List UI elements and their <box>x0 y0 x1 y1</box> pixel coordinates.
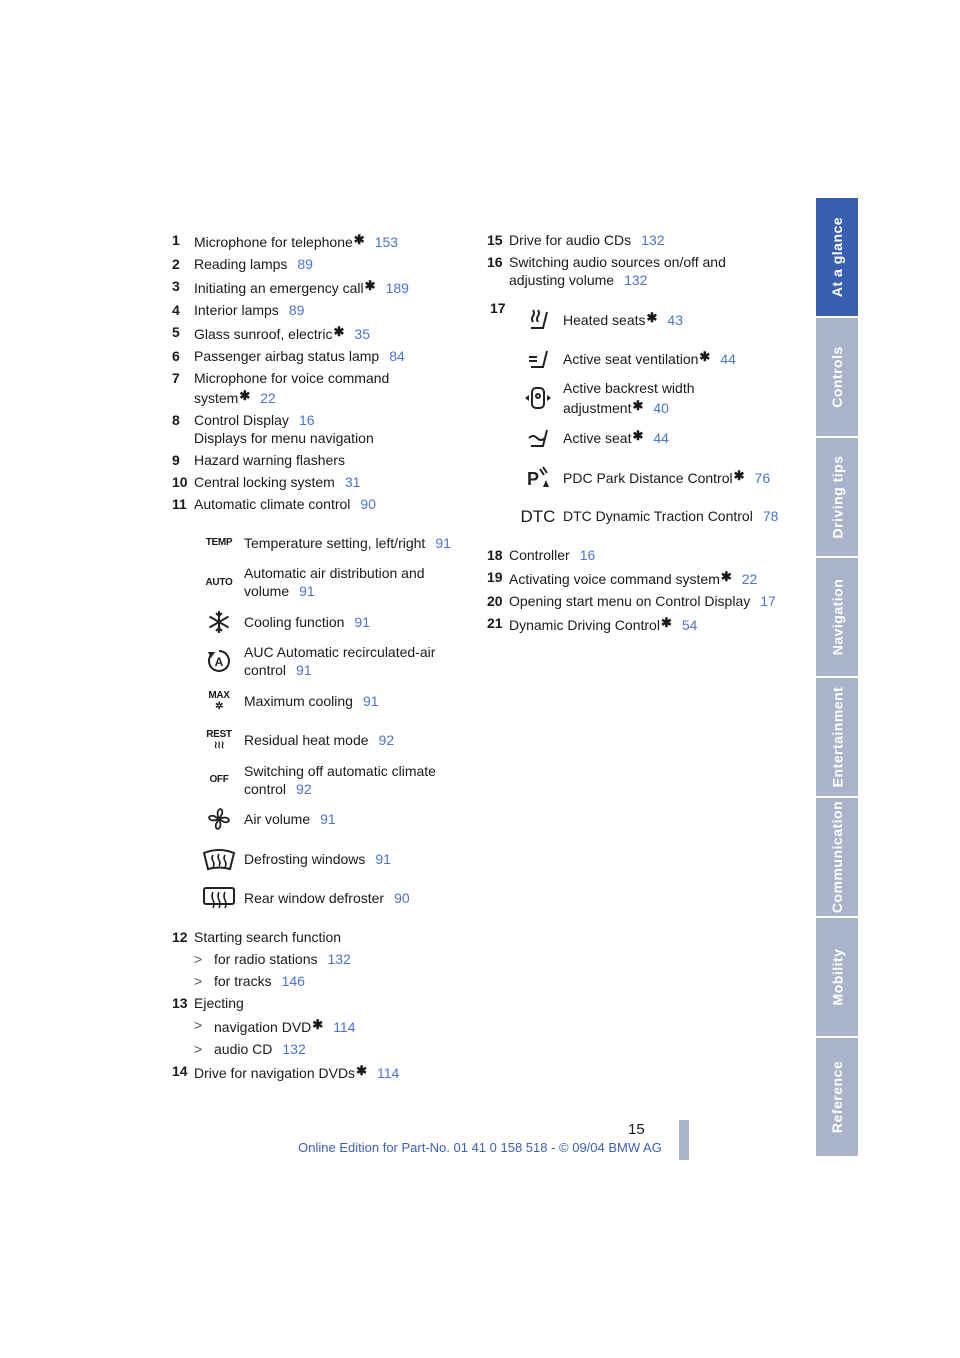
tab-navigation[interactable] <box>816 558 858 676</box>
icon-label: Rear window defroster <box>244 890 385 907</box>
sub-item-text: for radio stations <box>214 951 318 967</box>
page-link[interactable]: 76 <box>754 469 771 486</box>
item-text: Drive for audio CDs <box>509 232 632 248</box>
list-item <box>172 369 462 407</box>
list-item <box>172 451 462 469</box>
tab-driving-tips[interactable] <box>816 438 858 556</box>
icon-row <box>194 800 462 840</box>
page-link[interactable]: 90 <box>394 890 410 907</box>
icon-label: Active seat ventilation <box>563 351 699 368</box>
option-star-icon: ✱ <box>632 428 644 444</box>
icon-label: Active seat <box>563 430 632 447</box>
list-item <box>172 473 462 491</box>
item-text: Dynamic Driving Control <box>509 617 660 633</box>
page-link[interactable]: 114 <box>376 1065 400 1081</box>
item-number: 11 <box>172 496 187 512</box>
page-link[interactable]: 84 <box>389 348 405 364</box>
icon-row <box>194 721 462 761</box>
list-item <box>172 411 462 447</box>
page-link[interactable]: 91 <box>362 692 379 709</box>
item-number: 9 <box>172 452 180 468</box>
list-item <box>172 928 462 946</box>
icon-row <box>513 497 787 537</box>
tab-mobility[interactable] <box>816 918 858 1036</box>
icon-row <box>513 457 787 497</box>
icon-label: Automatic air distribution and volume <box>244 565 425 600</box>
page-link[interactable]: 132 <box>641 232 665 248</box>
item-number: 10 <box>172 474 188 490</box>
page-number: 15 <box>628 1121 645 1138</box>
seat-ventilation-icon <box>513 345 563 371</box>
page-link[interactable]: 92 <box>296 780 312 797</box>
page-link[interactable]: 78 <box>762 508 779 525</box>
windshield-defrost-icon <box>194 847 244 871</box>
list-item <box>172 231 462 251</box>
list-item <box>172 277 462 297</box>
option-star-icon: ✱ <box>353 232 365 247</box>
item-number: 4 <box>172 302 180 318</box>
bullet-arrow-icon: > <box>194 951 203 967</box>
option-star-icon: ✱ <box>364 278 376 293</box>
icon-row <box>194 760 462 800</box>
icon-label: Heated seats <box>563 311 646 328</box>
item-text: Passenger airbag status lamp <box>194 348 380 364</box>
seat-icon-table <box>487 299 787 536</box>
icon-row <box>194 642 462 682</box>
item-text: Microphone for telephone <box>194 234 353 250</box>
option-star-icon: ✱ <box>699 349 711 365</box>
temp-text-icon: TEMP <box>205 537 233 549</box>
item-number: 3 <box>172 278 180 294</box>
icon-label: AUC Automatic recirculated-air control <box>244 644 436 679</box>
tab-label: Driving tips <box>829 455 846 539</box>
page-link[interactable]: 91 <box>296 662 312 679</box>
page-link[interactable]: 132 <box>624 272 648 288</box>
icon-row <box>194 563 462 603</box>
tab-controls[interactable] <box>816 318 858 436</box>
auto-text-icon: AUTO <box>205 576 233 588</box>
list-item <box>487 614 787 634</box>
page-link[interactable]: 114 <box>333 1019 356 1035</box>
option-star-icon: ✱ <box>660 615 672 630</box>
list-item <box>172 323 462 343</box>
tab-label: Controls <box>829 346 845 408</box>
pdc-icon <box>513 463 563 491</box>
page-link[interactable]: 91 <box>354 613 370 630</box>
bullet-arrow-icon: > <box>194 973 203 989</box>
item-number: 18 <box>487 547 503 563</box>
list-item <box>487 568 787 588</box>
sub-item-text: for tracks <box>214 973 272 989</box>
icon-label: Cooling function <box>244 613 345 630</box>
sub-item <box>194 1016 462 1036</box>
page-link[interactable]: 16 <box>298 412 315 428</box>
option-star-icon: ✱ <box>333 324 345 339</box>
icon-row <box>513 418 787 458</box>
tab-reference[interactable] <box>816 1038 858 1156</box>
list-item <box>172 301 462 319</box>
option-star-icon: ✱ <box>720 569 732 584</box>
bullet-arrow-icon: > <box>194 1041 203 1057</box>
item-subtext: Displays for menu navigation <box>194 430 374 446</box>
tab-label: Mobility <box>829 948 846 1006</box>
item-number: 5 <box>172 324 180 340</box>
item-number: 8 <box>172 412 180 428</box>
item-text: Opening start menu on Control Display <box>509 593 751 609</box>
page-link[interactable]: 54 <box>681 617 698 633</box>
icon-label: DTC Dynamic Traction Control <box>563 508 753 525</box>
icon-label: Residual heat mode <box>244 732 369 749</box>
icon-label: Active backrest width adjustment <box>563 379 695 416</box>
max-cooling-icon: MAX ✲ <box>208 689 230 712</box>
left-column <box>172 231 462 1086</box>
tab-label: Communication <box>829 800 845 914</box>
list-item <box>172 255 462 273</box>
climate-icon-table <box>194 523 462 918</box>
list-item <box>487 592 787 610</box>
item-text: Drive for navigation DVDs <box>194 1065 356 1081</box>
off-text-icon: OFF <box>209 774 229 786</box>
option-star-icon: ✱ <box>312 1017 324 1032</box>
tab-label: Entertainment <box>829 686 845 788</box>
sub-item <box>194 950 462 968</box>
item-text: Interior lamps <box>194 302 279 318</box>
list-item <box>172 347 462 365</box>
icon-label: Maximum cooling <box>244 692 353 709</box>
icon-row <box>513 378 787 418</box>
svg-text:P: P <box>527 468 540 489</box>
icon-row <box>194 839 462 879</box>
page-link[interactable]: 43 <box>667 311 683 328</box>
footer-text: Online Edition for Part-No. 01 41 0 158 518 - © 09/04 BMW AG <box>298 1140 662 1155</box>
page-link[interactable]: 91 <box>435 534 451 551</box>
tab-label: Navigation <box>829 578 846 656</box>
option-star-icon: ✱ <box>646 309 658 325</box>
item-number: 13 <box>172 995 188 1011</box>
icon-row <box>194 523 462 563</box>
item-text: Reading lamps <box>194 256 288 272</box>
page-link[interactable]: 189 <box>385 280 409 296</box>
page-link[interactable]: 22 <box>260 390 276 406</box>
page-link[interactable]: 91 <box>320 811 336 828</box>
item-number: 7 <box>172 370 180 386</box>
item-number: 19 <box>487 569 503 585</box>
item-text: Activating voice command system <box>509 571 720 587</box>
snowflake-icon <box>194 609 244 635</box>
item-text: Central locking system <box>194 474 335 490</box>
item-text: Automatic climate control <box>194 496 351 512</box>
list-item <box>172 1062 462 1082</box>
icon-label: Defrosting windows <box>244 850 366 867</box>
item-text: Ejecting <box>194 995 244 1011</box>
page-link[interactable]: 17 <box>760 593 776 609</box>
sub-item <box>194 1040 462 1058</box>
page-link[interactable]: 16 <box>579 547 596 563</box>
page-link[interactable]: 91 <box>299 583 315 600</box>
icon-label: Air volume <box>244 811 311 828</box>
active-seat-icon <box>513 424 563 450</box>
heated-seat-icon <box>513 306 563 332</box>
backrest-width-icon <box>513 384 563 412</box>
option-star-icon: ✱ <box>632 397 644 413</box>
list-item <box>487 253 787 289</box>
item-number: 12 <box>172 929 188 945</box>
item-number: 15 <box>487 232 503 248</box>
right-column <box>487 231 787 638</box>
item-text: Switching audio sources on/off and adjusting volume <box>509 254 726 288</box>
icon-row <box>194 681 462 721</box>
item-number: 21 <box>487 615 503 631</box>
item-number: 14 <box>172 1063 188 1079</box>
page-link[interactable]: 44 <box>653 430 669 447</box>
item-number: 2 <box>172 256 180 272</box>
option-star-icon: ✱ <box>239 388 251 403</box>
item-number: 17 <box>490 300 506 316</box>
page-link[interactable]: 153 <box>374 234 399 250</box>
svg-text:A: A <box>214 655 224 670</box>
page-link[interactable]: 146 <box>281 973 305 989</box>
page-link[interactable]: 40 <box>653 399 669 416</box>
page-link[interactable]: 132 <box>282 1041 306 1057</box>
rest-heat-icon: REST ≀≀≀ <box>206 729 232 752</box>
icon-label: PDC Park Distance Control <box>563 469 733 486</box>
item-text: Glass sunroof, electric <box>194 326 333 342</box>
page-link[interactable]: 90 <box>360 496 376 512</box>
icon-label: Temperature setting, left/right <box>244 534 426 551</box>
tab-communication[interactable] <box>816 798 858 916</box>
page-link[interactable]: 35 <box>354 326 370 342</box>
icon-label: Switching off automatic climate control <box>244 762 436 797</box>
tab-label: At a glance <box>829 216 846 298</box>
list-item <box>172 495 462 513</box>
page-link[interactable]: 31 <box>344 474 361 490</box>
fan-icon <box>194 804 244 834</box>
item-text: Controller <box>509 547 570 563</box>
page-link[interactable]: 89 <box>297 256 313 272</box>
icon-row <box>194 879 462 919</box>
item-number: 6 <box>172 348 180 364</box>
recirculation-a-icon <box>194 647 244 675</box>
icon-row <box>194 602 462 642</box>
item-number: 1 <box>172 232 180 248</box>
page-link[interactable]: 22 <box>741 571 758 587</box>
sub-item-text: audio CD <box>214 1041 273 1057</box>
list-item <box>487 231 787 249</box>
item-number: 16 <box>487 254 503 270</box>
sub-item-text: navigation DVD <box>214 1019 312 1035</box>
bullet-arrow-icon: > <box>194 1017 203 1033</box>
page-link[interactable]: 92 <box>378 732 395 749</box>
page-link[interactable]: 89 <box>288 302 305 318</box>
tab-label: Reference <box>829 1060 846 1134</box>
icon-row <box>513 299 787 339</box>
item-text: Control Display <box>194 412 289 428</box>
item-text: Initiating an emergency call <box>194 280 364 296</box>
item-text: Hazard warning flashers <box>194 452 345 468</box>
page-link[interactable]: 132 <box>327 951 351 967</box>
option-star-icon: ✱ <box>733 467 745 483</box>
tab-at-a-glance[interactable] <box>816 198 858 316</box>
item-text: Starting search function <box>194 929 342 945</box>
icon-row <box>513 339 787 379</box>
sub-item <box>194 972 462 990</box>
option-star-icon: ✱ <box>356 1063 367 1078</box>
page-link[interactable]: 91 <box>375 850 391 867</box>
item-number: 20 <box>487 593 503 609</box>
chapter-tabs <box>816 198 858 1160</box>
list-item <box>487 546 787 564</box>
item-text: Microphone for voice command system <box>194 370 390 406</box>
rear-defrost-icon <box>194 886 244 910</box>
dtc-text-icon: DTC <box>520 506 556 526</box>
tab-entertainment[interactable] <box>816 678 858 796</box>
page-link[interactable]: 44 <box>720 351 736 368</box>
list-item <box>172 994 462 1012</box>
